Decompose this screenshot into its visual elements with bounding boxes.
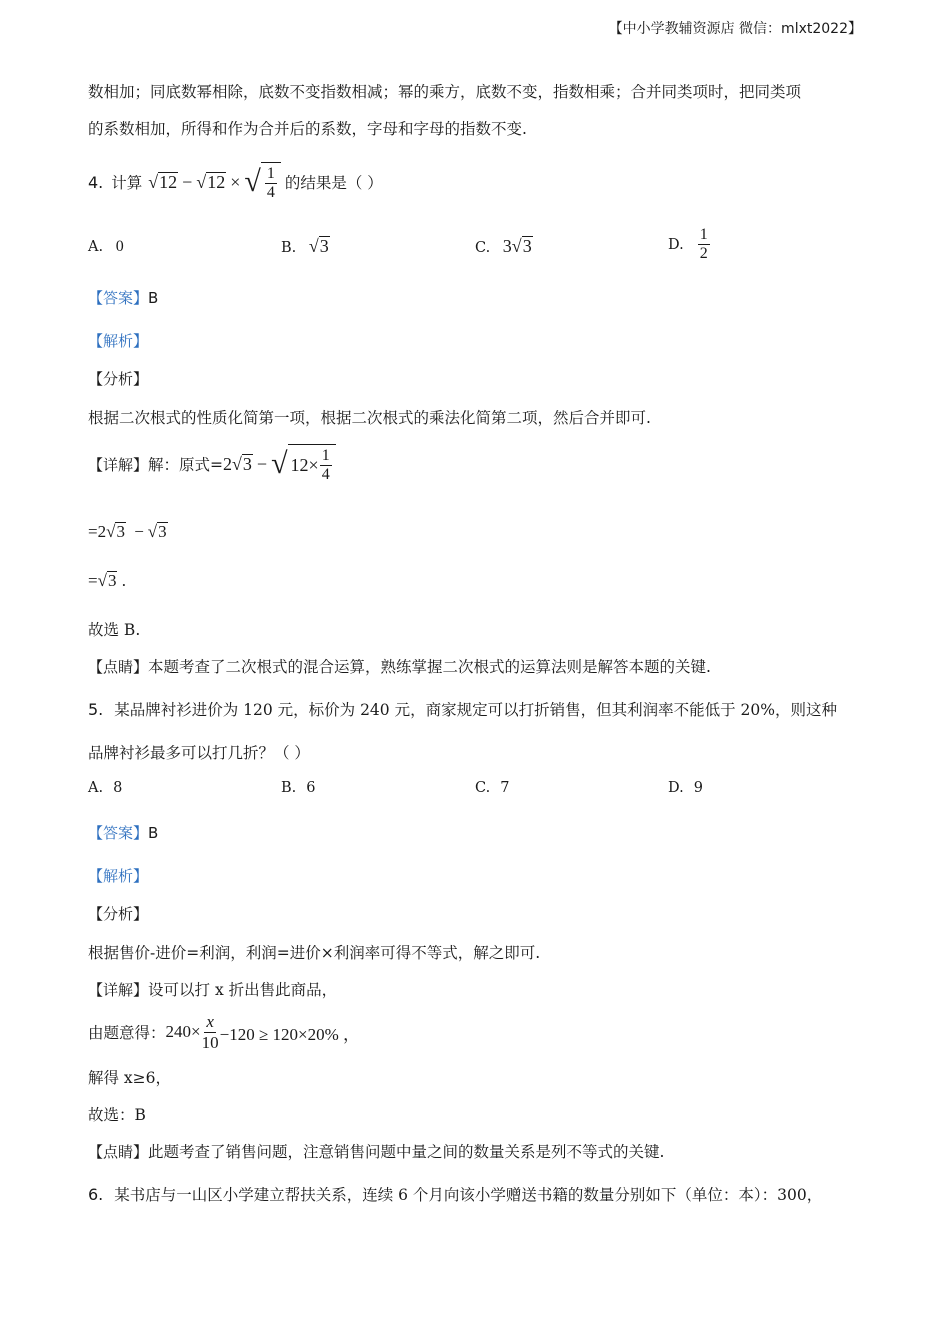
radicand: 3	[242, 453, 252, 474]
answer-value: B	[148, 824, 159, 842]
minus-sign: −	[256, 453, 268, 474]
page-header: 【中小学教辅资源店 微信：mlxt2022】	[608, 21, 862, 37]
answer-tag: 【答案】	[88, 824, 149, 842]
sqrt-sign: √	[148, 171, 159, 192]
answer-value: B	[148, 289, 159, 307]
fenxi-text: 根据售价-进价=利润，利润=进价×利润率可得不等式，解之即可.	[88, 944, 541, 962]
inequality-rest: −120 ≥ 120×20% ，	[219, 1024, 361, 1044]
fraction-denominator: 2	[699, 245, 708, 263]
fraction-denominator: 10	[201, 1032, 219, 1052]
question-text: 某品牌衬衫进价为 120 元，标价为 240 元，商家规定可以打折销售，但其利润率不能低于 20%，则这种	[114, 701, 837, 719]
option-value: 8	[113, 780, 123, 796]
option-b	[281, 780, 316, 796]
option-label: B.	[281, 240, 297, 256]
choose-text: 故选 B.	[88, 621, 141, 639]
fenxi-tag: 【分析】	[88, 905, 149, 923]
fenxi-tag: 【分析】	[88, 370, 149, 388]
option-c	[475, 780, 509, 796]
times-sign: ×	[308, 454, 319, 475]
option-label: A.	[88, 239, 104, 255]
fraction-numerator: 1	[265, 165, 277, 184]
option-c	[475, 236, 533, 257]
comment-row	[88, 655, 711, 677]
question-text: 某书店与一山区小学建立帮扶关系，连续 6 个月向该小学赠送书籍的数量分别如下（单位：本）：300，	[114, 1186, 823, 1204]
question-4	[88, 162, 383, 203]
question-number: 5.	[88, 700, 104, 719]
option-value	[698, 226, 710, 264]
coefficient: 2	[223, 453, 233, 474]
fraction-denominator: 4	[321, 466, 330, 484]
coefficient: 3	[502, 236, 512, 256]
radicand-value: 12	[290, 454, 309, 475]
step-2: =2√3 − √3	[88, 522, 167, 541]
analysis-tag: 【解析】	[88, 332, 149, 350]
radicand: 3	[107, 571, 117, 590]
answer-tag: 【答案】	[88, 289, 149, 307]
radicand	[288, 444, 336, 485]
choose-text: 故选：B	[88, 1106, 146, 1124]
period: .	[121, 571, 126, 590]
minus-sign: −	[134, 522, 144, 541]
radicand	[261, 162, 281, 203]
analysis-tag: 【解析】	[88, 867, 149, 885]
option-value: 7	[500, 780, 510, 796]
radicand: 12	[207, 171, 226, 192]
question-5-line-1	[88, 698, 837, 720]
sqrt-sign: √	[196, 171, 207, 192]
intro-line-1: 数相加；同底数幂相除，底数不变指数相减；幂的乘方，底数不变，指数相乘；合并同类项时，把同类项	[88, 83, 802, 101]
sqrt-sign: √	[244, 165, 261, 199]
fraction-denominator: 4	[266, 184, 275, 202]
option-label: B.	[281, 780, 297, 796]
option-value: 0	[115, 238, 124, 255]
minus-sign: −	[182, 171, 193, 192]
radicand: 3	[158, 522, 167, 541]
option-value: 3√3	[502, 236, 532, 256]
option-value: 6	[306, 780, 316, 796]
answer-row	[88, 822, 158, 843]
option-a	[88, 780, 122, 796]
radicand: 12	[159, 171, 178, 192]
fraction-numerator: 1	[698, 226, 710, 245]
detail-prefix: 解：原式=	[148, 456, 224, 475]
inequality-row	[88, 1012, 360, 1052]
fraction-numerator: 1	[320, 447, 332, 466]
option-value: √3	[308, 236, 329, 256]
detail-tag: 【详解】	[88, 981, 149, 999]
option-d	[668, 780, 703, 796]
question-expression	[148, 162, 281, 203]
question-5-line-2: 品牌衬衫最多可以打几折？（ ）	[88, 744, 310, 762]
option-a	[88, 238, 124, 256]
fraction-numerator: x	[206, 1012, 214, 1031]
inequality-term: 240×	[165, 1022, 201, 1042]
equals-sign: =	[88, 571, 98, 590]
option-label: D.	[668, 780, 684, 796]
equals-sign: =	[88, 522, 98, 541]
option-value: 9	[693, 780, 703, 796]
question-number: 6.	[88, 1185, 104, 1204]
option-label: C.	[475, 240, 491, 256]
detail-row	[88, 444, 336, 485]
solve-text: 解得 x≥6，	[88, 1069, 172, 1087]
comment-text: 此题考查了销售问题，注意销售问题中量之间的数量关系是列不等式的关键.	[148, 1143, 665, 1161]
radicand: 3	[116, 522, 125, 541]
intro-line-2: 的系数相加，所得和作为合并后的系数，字母和字母的指数不变.	[88, 120, 527, 138]
radicand: 3	[319, 236, 329, 256]
option-d	[668, 226, 711, 264]
answer-row	[88, 287, 158, 308]
question-suffix: 的结果是（ ）	[284, 174, 383, 193]
coefficient: 2	[97, 522, 107, 541]
comment-tag: 【点睛】	[88, 658, 149, 676]
times-sign: ×	[230, 171, 241, 192]
detail-row	[88, 978, 337, 1000]
detail-text: 设可以打 x 折出售此商品，	[148, 981, 338, 999]
radicand: 3	[522, 236, 532, 256]
comment-row	[88, 1140, 664, 1162]
question-prefix: 计算	[111, 174, 143, 193]
inequality-prefix: 由题意得：	[88, 1024, 166, 1043]
detail-expression: 2 √ 3 − √ 12 × $\frac{1}{4}$	[223, 444, 336, 485]
comment-text: 本题考查了二次根式的混合运算，熟练掌握二次根式的运算法则是解答本题的关键.	[148, 658, 711, 676]
detail-tag: 【详解】	[88, 455, 149, 474]
sqrt-sign: √	[271, 447, 288, 481]
option-label: C.	[475, 780, 491, 796]
step-3: =√3 .	[88, 571, 126, 590]
inequality	[166, 1012, 361, 1052]
option-label: A.	[88, 780, 104, 796]
option-b	[281, 236, 330, 257]
fenxi-text: 根据二次根式的性质化简第一项，根据二次根式的乘法化简第二项，然后合并即可.	[88, 409, 651, 427]
comment-tag: 【点睛】	[88, 1143, 149, 1161]
option-label: D.	[668, 236, 684, 253]
question-6	[88, 1183, 822, 1205]
question-number: 4.	[88, 172, 104, 192]
